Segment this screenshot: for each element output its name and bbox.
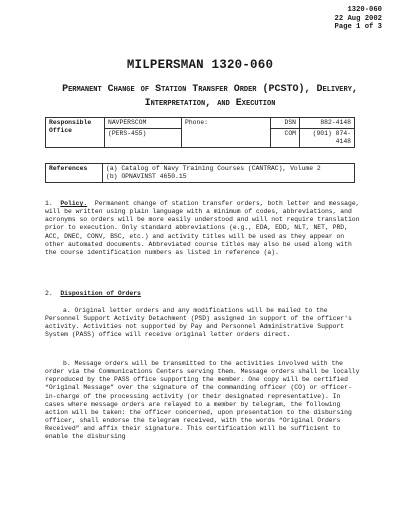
reference-item: (a) Catalog of Navy Training Courses (CANTRAC), Volume 2 bbox=[106, 165, 321, 172]
page-info: Page 1 of 3 bbox=[334, 23, 382, 32]
office-code: (PERS-455) bbox=[105, 129, 182, 148]
policy-text: Permanent change of station transfer orders, both letter and message, will be written using plain language with a minimum of codes, abbreviations, and acronyms so orders will be more easily understood and will not require translation prior to execution. Only standard abbreviations (e.g., EDA, EDD, NLT, NET, PRD, ACC, DNEC, CONV, BSC, etc.) and activity titles will be used as they appear on other automated documents. Abbreviated course titles may also be used along with the course identification numbers as listed in reference (a). bbox=[45, 200, 360, 256]
references-label: References bbox=[46, 164, 103, 183]
page-subtitle: Permanent Change of Station Transfer Order (PCSTO), Delivery, Interpretation, and Execution bbox=[62, 84, 358, 109]
page-title: MILPERSMAN 1320-060 bbox=[126, 58, 274, 72]
reference-item: (b) OPNAVINST 4650.15 bbox=[106, 173, 187, 180]
dsn-label: DSN bbox=[271, 118, 300, 129]
phone-label: Phone: bbox=[182, 118, 271, 148]
responsible-office-table bbox=[45, 117, 355, 148]
section-number: 2. bbox=[45, 290, 53, 297]
doc-number: 1320-060 bbox=[347, 6, 382, 14]
policy-paragraph bbox=[45, 200, 363, 257]
paragraph-a: a. Original letter orders and any modifications will be mailed to the Personnel Support Activity Detachment (PSD) assigned in support of the officer's activity. Activities not supported by Pay and Personnel Administrative Support System (PASS) office will receive original letter orders direct. bbox=[45, 307, 352, 339]
document-header bbox=[335, 6, 382, 32]
disposition-heading: Disposition of Orders bbox=[60, 290, 141, 297]
doc-date: 22 Aug 2002 bbox=[334, 14, 382, 23]
disposition-heading-line bbox=[45, 290, 363, 298]
office-name: NAVPERSCOM bbox=[105, 118, 182, 129]
section-number: 1. bbox=[45, 200, 53, 207]
references-table bbox=[45, 163, 355, 183]
references-list bbox=[103, 164, 355, 183]
com-number: (901) 874-4148 bbox=[300, 129, 355, 148]
policy-heading: Policy. bbox=[60, 200, 88, 207]
paragraph-b: b. Message orders will be transmitted to the activities involved with the order via the Communications Centers serving them. Message orders shall be locally reproduced by the PASS office supporting the member. One copy will be certified “Original Message” over the signature of the commanding officer (CO) or officer-in-charge of the processing activity (or their designated representative). In cases where message orders are relayed to a member by telegram, the following action will be taken: the officer concerned, upon presentation to the disbursing officer, shall endorse the telegram received, with the words “Original Orders Received” and affix their signature. This certification will be sufficient to enable the disbursing bbox=[45, 360, 360, 441]
dsn-number: 882-4148 bbox=[300, 118, 355, 129]
com-label: COM bbox=[271, 129, 300, 148]
responsible-office-label: Responsible Office bbox=[46, 118, 105, 148]
